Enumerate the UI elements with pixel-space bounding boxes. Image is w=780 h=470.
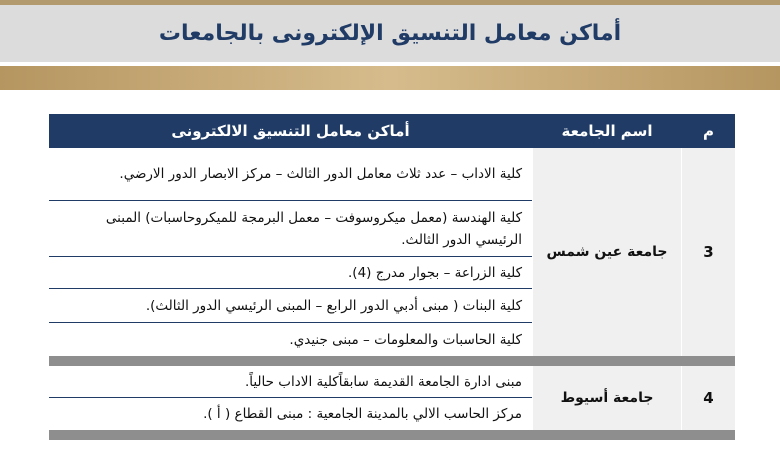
header-number: م [703,122,714,140]
header-university: اسم الجامعة [561,122,653,140]
row-separator [49,356,735,366]
table-row-ain-shams [49,148,735,356]
table-header [49,114,735,148]
table-row-assiut [49,366,735,430]
location-item: كلية الزراعة – بجوار مدرج (4). [49,257,532,289]
title-banner [0,5,780,62]
location-list [49,148,532,356]
page-title: أماكن معامل التنسيق الإلكترونى بالجامعات [158,21,622,46]
gold-divider-band [0,66,780,90]
location-item: مركز الحاسب الالي بالمدينة الجامعية : مبنى القطاع ( أ ). [203,406,522,422]
header-locations: أماكن معامل التنسيق الالكترونى [171,122,410,140]
location-item: كلية البنات ( مبنى أدبي الدور الرابع – المبنى الرئيسي الدور الثالث). [49,289,532,323]
location-list [49,366,532,430]
row-separator [49,430,735,440]
location-item: كلية الاداب – عدد ثلاث معامل الدور الثالث – مركز الابصار الدور الارضي. [49,148,532,201]
row-number: 3 [703,243,714,261]
location-item: كلية الحاسبات والمعلومات – مبنى جنيدي. [289,331,522,348]
location-item: كلية الهندسة (معمل ميكروسوفت – معمل البرمجة للميكروحاسبات) المبنى الرئيسي الدور الثالث. [49,201,532,257]
university-name: جامعة أسيوط [532,366,682,430]
row-number: 4 [703,389,714,407]
location-item: مبنى ادارة الجامعة القديمة سابقاًكلية الاداب حالياً. [49,366,532,398]
university-name: جامعة عين شمس [532,148,682,356]
labs-table [49,114,735,440]
